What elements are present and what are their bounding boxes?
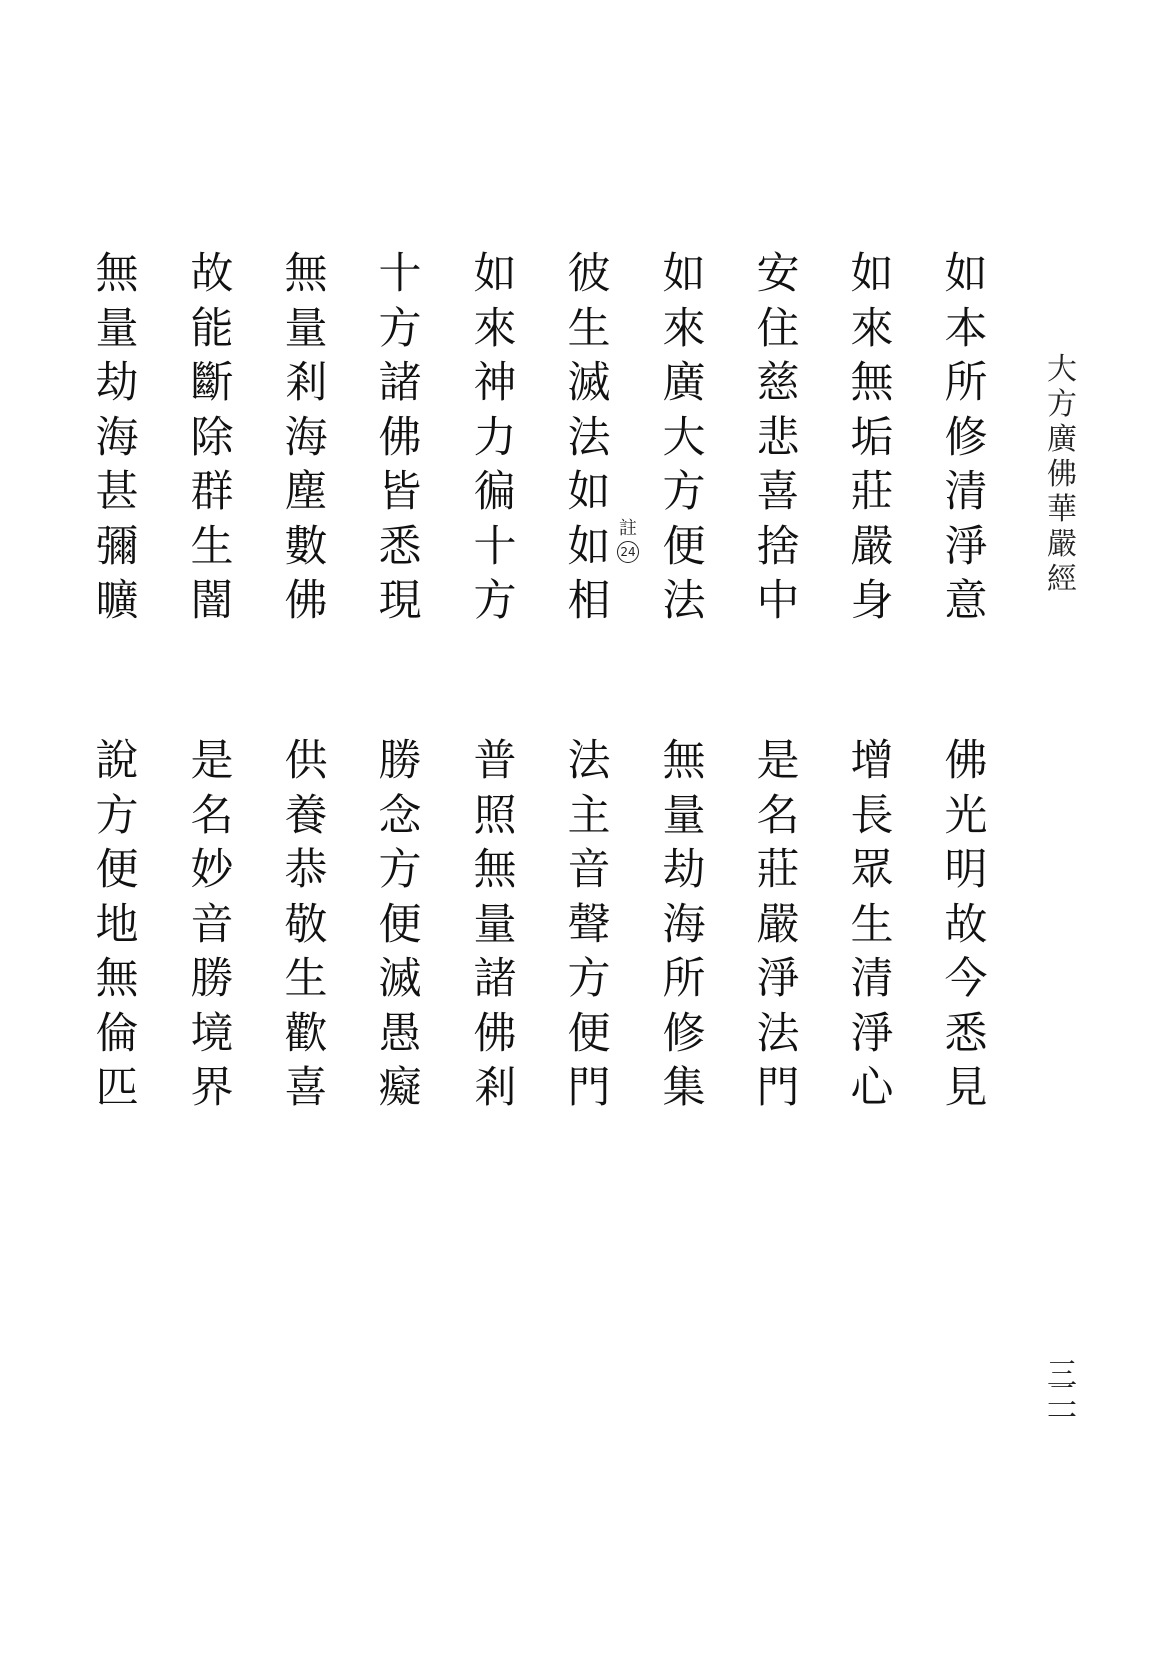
- lower-verse-column: 佛光明故今悉見: [944, 736, 988, 1113]
- footnote-label: 註: [619, 518, 637, 539]
- footnote-number: 24: [617, 541, 639, 563]
- lower-verse-column: 無量劫海所修集: [662, 736, 706, 1113]
- lower-verse-column: 說方便地無倫匹: [95, 736, 139, 1113]
- lower-verse-column: 供養恭敬生歡喜: [284, 736, 328, 1113]
- upper-verse-column: 如來神力徧十方: [473, 249, 517, 626]
- upper-verse-column: 十方諸佛皆悉現: [378, 249, 422, 626]
- page-number: 三二一: [1047, 1357, 1077, 1436]
- lower-verse-column: 勝念方便滅愚癡: [378, 736, 422, 1113]
- lower-verse-column: 增長眾生清淨心: [850, 736, 894, 1113]
- upper-verse-column: 無量剎海塵數佛: [284, 249, 328, 626]
- lower-verse-column: 法主音聲方便門: [567, 736, 611, 1113]
- upper-verse-column: 如來廣大方便法: [662, 249, 706, 626]
- upper-verse-column: 彼生滅法如如相: [567, 249, 611, 626]
- upper-verse-column: 故能斷除群生闇: [190, 249, 234, 626]
- upper-verse-column: 如本所修清淨意: [944, 249, 988, 626]
- upper-verse-column: 安住慈悲喜捨中: [756, 249, 800, 626]
- lower-verse-column: 是名妙音勝境界: [190, 736, 234, 1113]
- footnote-marker: [613, 518, 643, 563]
- upper-verse-column: 如來無垢莊嚴身: [850, 249, 894, 626]
- running-title: 大方廣佛華嚴經: [1047, 352, 1077, 597]
- lower-verse-column: 普照無量諸佛剎: [473, 736, 517, 1113]
- upper-verse-column: 無量劫海甚彌曠: [95, 249, 139, 626]
- lower-verse-column: 是名莊嚴淨法門: [756, 736, 800, 1113]
